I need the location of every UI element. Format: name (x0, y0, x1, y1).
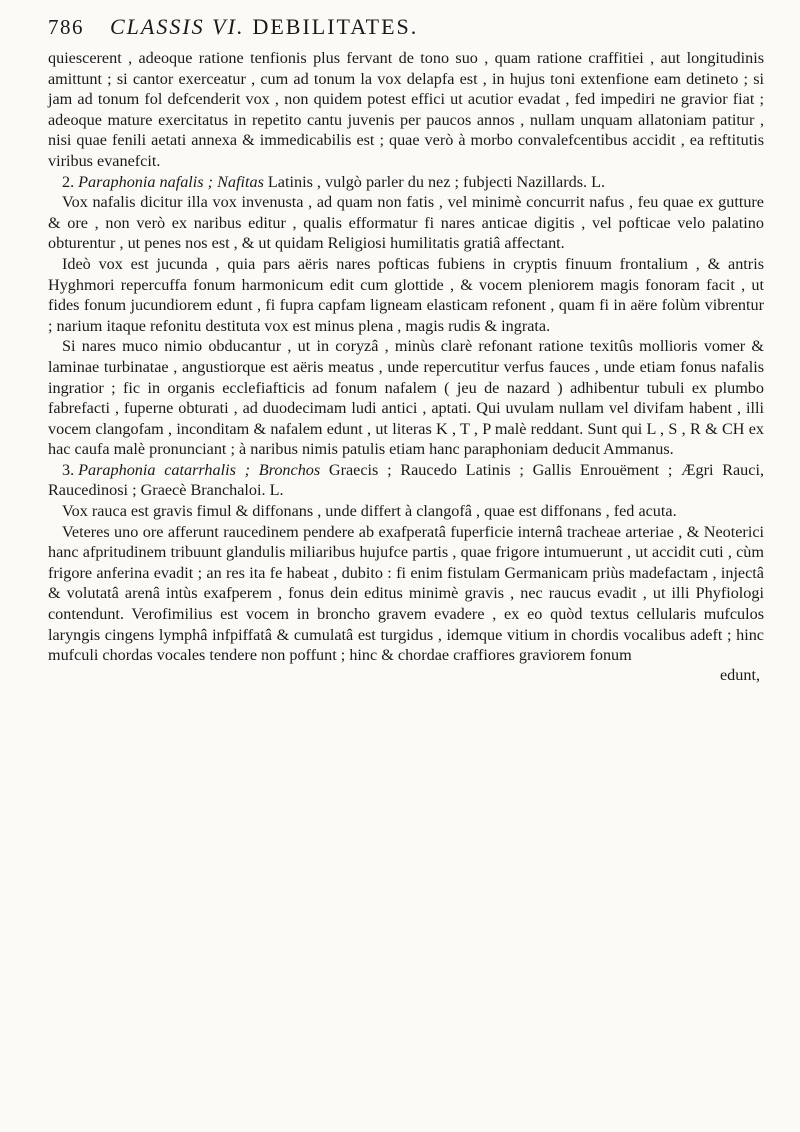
page-number: 786 (48, 15, 84, 39)
section-number: 2. (62, 172, 75, 191)
paragraph-text: Vox nafalis dicitur illa vox invenusta , ad quam non fatis , vel minimè concurrit nafus , feu quae ex gutture & ore , non verò ex naribus editur , qualis efformatur fi nares anticae digitis , vel pofticae velo palatino obturentur , ut penes nos est , & ut quidam Religiosi humilitatis gratiâ affectant. (48, 193, 764, 253)
paragraph (48, 48, 764, 172)
text-body (48, 48, 764, 685)
paragraph-text: Latinis , vulgò parler du nez ; fubjecti Nazillards. L. (267, 172, 606, 191)
running-subject: DEBILITATES. (252, 14, 419, 39)
running-title: CLASSIS VI. (110, 14, 245, 39)
paragraph (48, 336, 764, 460)
section-heading-paragraph (48, 460, 764, 501)
paragraph (48, 254, 764, 336)
paragraph-text: Vox rauca est gravis fimul & diffonans , unde differt à clangofâ , quae est diffonans , fed acuta. (62, 502, 677, 521)
paragraph-text: Ideò vox est jucunda , quia pars aëris nares pofticas fubiens in cryptis finuum frontalium , & antris Hyghmori repercuffa fonum harmonicum edit cum glottide , & vocem pleniorem magis fonoram facit , ut fides fonum jucundiorem edunt , fi fupra capfam ligneam elasticam refonent , quam fi in aëre folùm vibrentur ; narium itaque refonitu destituta vox est minus plena , magis rudis & ingrata. (48, 254, 764, 335)
paragraph-text: Graecis ; Raucedo Latinis ; Gallis Enrouëment ; Ægri Rauci, Raucedinosi ; Graecè Branchaloi. L. (48, 460, 764, 500)
running-header (48, 14, 764, 48)
section-lead: Paraphonia catarrhalis ; Bronchos (78, 460, 321, 479)
paragraph (48, 501, 764, 522)
section-number: 3. (62, 460, 75, 479)
paragraph-text: quiescerent , adeoque ratione tenfionis plus fervant de tono suo , quam ratione craffitiei , aut longitudinis amittunt ; si cantor exerceatur , cum ad tonum la vox delapfa est , in hujus toni extenfione eam detineto ; si jam ad tonum fol defcenderit vox , non quidem potest effici ut acutior evadat , fed impediri ne gravior fiat ; adeoque mature exercitatus in repetito cantu juvenis per paucos annos , nullam unquam allatoniam patitur , nisi quae fenili aetati annexa & immedicabilis est ; quae verò à morbo convalefcentibus accidit , ea reftitutis viribus evanefcit. (48, 49, 764, 170)
paragraph (48, 192, 764, 254)
paragraph-text: Si nares muco nimio obducantur , ut in coryzâ , minùs clarè refonant ratione texitûs mollioris vomer & laminae turbinatae , angustiorque est aëris meatus , unde repercutitur verfus fauces , unde etiam fonus nafalis ingratior ; fic in organis ecclefiafticis ad fonum nafalem ( jeu de nazard ) adhibentur tubuli ex plumbo fabrefacti , fuperne obturati , ad duodecimam ludi antici , aptati. Qui uvulam nullam vel divifam habent , illi vocem clangofam , inconditam & nafalem edunt , ut literas K , T , P malè reddant. Sunt qui L , S , R & CH ex hac caufa malè pronunciant ; à naribus nimis patulis etiam hanc paraphoniam deducit Ammanus. (48, 337, 764, 459)
section-lead: Paraphonia nafalis ; Nafitas (78, 172, 264, 191)
section-heading-paragraph (48, 172, 764, 193)
catchword: edunt, (719, 665, 760, 684)
paragraph-text: Veteres uno ore afferunt raucedinem pendere ab exafperatâ fuperficie internâ tracheae arteriae , & Neoterici hanc afpritudinem tribuunt glandulis miliaribus hujufce partis , quae frigore intumuerunt , ut accidit cuti , cùm frigore anferina evadit ; an res ita fe habeat , dubito : fi enim fistulam Germanicam priùs madefactam , injectâ & volutatâ arenâ intùs exafperem , fonus dein editus minimè gravis , nec raucus evadit , ut illi Phyfiologi contendunt. Verofimilius est vocem in broncho gravem evadere , ex eo quòd textus cellularis mufculos laryngis cingens lymphâ infpiffatâ & cumulatâ est turgidus , idemque vitium in chordis vocalibus adeft ; hinc mufculi chordas vocales tendere non poffunt ; hinc & chordae craffiores graviorem fonum (48, 522, 764, 665)
paragraph (48, 522, 764, 666)
